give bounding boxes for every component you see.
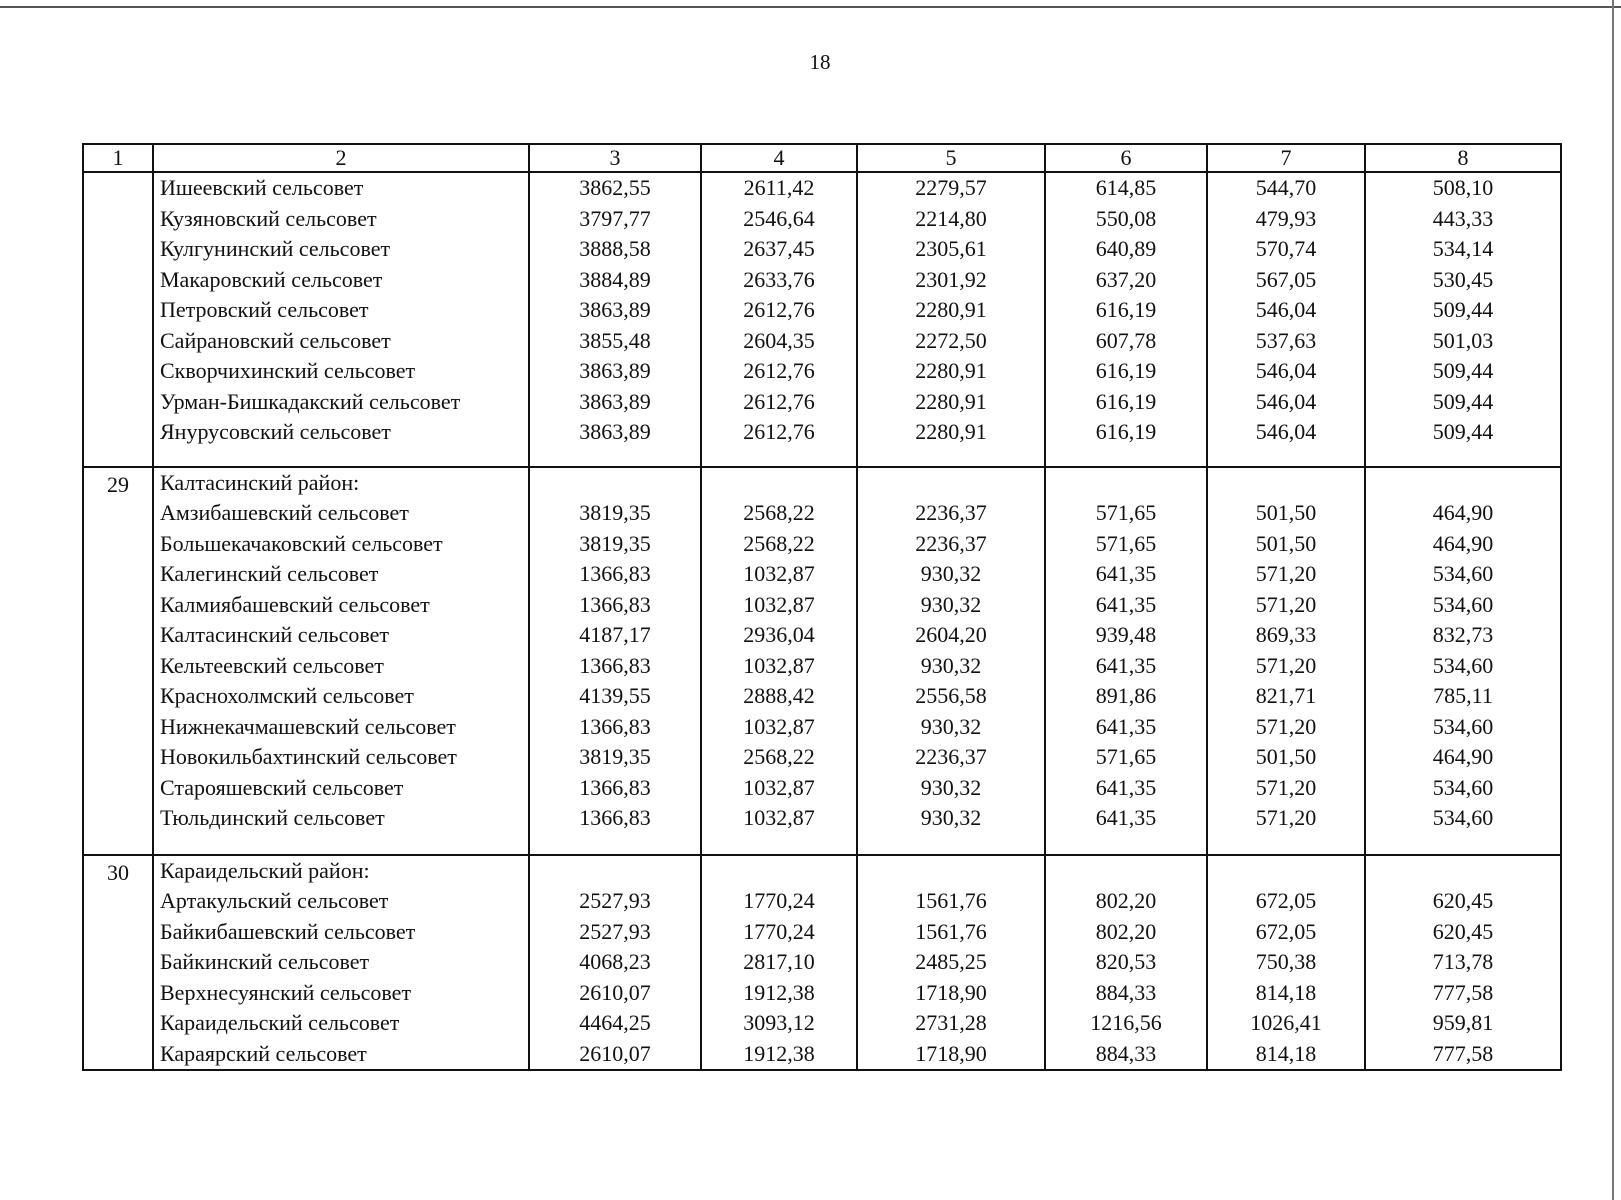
value-column-6 bbox=[1045, 172, 1207, 467]
council-name: Большекачаковский сельсовет bbox=[160, 530, 443, 556]
value-cell: 508,10 bbox=[1432, 175, 1494, 200]
value-cell: 2568,22 bbox=[743, 530, 815, 556]
value-cell: 570,74 bbox=[1255, 236, 1317, 261]
value-cell: 2305,61 bbox=[915, 236, 987, 261]
value-cell: 546,04 bbox=[1255, 388, 1317, 414]
value-cell: 501,50 bbox=[1255, 500, 1317, 525]
value-cell: 3819,35 bbox=[579, 500, 651, 525]
value-cell: 930,32 bbox=[920, 561, 982, 586]
value-cell: 930,32 bbox=[920, 652, 982, 678]
value-cell: 832,73 bbox=[1432, 622, 1494, 647]
value-cell: 884,33 bbox=[1095, 979, 1157, 1005]
header-cell-7: 7 bbox=[1207, 144, 1365, 172]
value-cell: 1561,76 bbox=[915, 888, 987, 913]
council-name: Краснохолмский сельсовет bbox=[160, 683, 414, 708]
value-cell: 2279,57 bbox=[915, 175, 987, 200]
value-cell: 2604,20 bbox=[915, 622, 987, 647]
scan-edge-top bbox=[0, 6, 1621, 8]
value-column-7 bbox=[1207, 172, 1365, 467]
value-cell: 464,90 bbox=[1432, 500, 1494, 525]
heading-spacer bbox=[530, 856, 700, 887]
council-name: Калмиябашевский сельсовет bbox=[160, 591, 430, 617]
value-cell: 2568,22 bbox=[743, 500, 815, 525]
value-cell: 750,38 bbox=[1255, 949, 1317, 974]
heading-spacer bbox=[702, 468, 856, 499]
table-body bbox=[83, 144, 1561, 1070]
value-cell: 571,65 bbox=[1095, 500, 1157, 525]
value-cell: 2280,91 bbox=[915, 388, 987, 414]
council-name: Караярский сельсовет bbox=[160, 1040, 367, 1066]
value-cell: 930,32 bbox=[920, 713, 982, 739]
value-cell: 1032,87 bbox=[743, 774, 815, 800]
header-cell-5: 5 bbox=[857, 144, 1045, 172]
value-cell: 2272,50 bbox=[915, 327, 987, 353]
value-cell: 959,81 bbox=[1432, 1010, 1494, 1035]
value-cell: 571,20 bbox=[1255, 652, 1317, 678]
value-cell: 637,20 bbox=[1095, 266, 1157, 292]
value-cell: 616,19 bbox=[1095, 388, 1157, 414]
value-cell: 2611,42 bbox=[743, 175, 815, 200]
value-cell: 614,85 bbox=[1095, 175, 1157, 200]
heading-spacer bbox=[1208, 856, 1364, 887]
value-cell: 641,35 bbox=[1095, 561, 1157, 586]
value-cell: 3819,35 bbox=[579, 530, 651, 556]
council-name: Калегинский сельсовет bbox=[160, 561, 379, 586]
value-cell: 2612,76 bbox=[743, 419, 815, 444]
value-cell: 672,05 bbox=[1255, 888, 1317, 913]
value-cell: 3863,89 bbox=[579, 358, 651, 383]
value-cell: 2936,04 bbox=[743, 622, 815, 647]
value-cell: 2633,76 bbox=[743, 266, 815, 292]
heading-spacer bbox=[858, 856, 1044, 887]
value-cell: 571,20 bbox=[1255, 805, 1317, 830]
value-column-3 bbox=[529, 172, 701, 467]
value-cell: 534,14 bbox=[1432, 236, 1494, 261]
value-cell: 2568,22 bbox=[743, 744, 815, 769]
value-cell: 534,60 bbox=[1432, 652, 1494, 678]
header-cell-8: 8 bbox=[1365, 144, 1561, 172]
value-cell: 571,65 bbox=[1095, 530, 1157, 556]
value-cell: 620,45 bbox=[1432, 888, 1494, 913]
value-column-6 bbox=[1045, 855, 1207, 1071]
value-cell: 509,44 bbox=[1432, 419, 1494, 444]
council-name: Кузяновский сельсовет bbox=[160, 205, 377, 231]
value-cell: 620,45 bbox=[1432, 918, 1494, 944]
header-row bbox=[83, 144, 1561, 172]
value-cell: 2236,37 bbox=[915, 744, 987, 769]
value-cell: 713,78 bbox=[1432, 949, 1494, 974]
value-cell: 534,60 bbox=[1432, 591, 1494, 617]
value-cell: 2612,76 bbox=[743, 388, 815, 414]
value-cell: 537,63 bbox=[1255, 327, 1317, 353]
value-column-7 bbox=[1207, 855, 1365, 1071]
value-cell: 1366,83 bbox=[579, 591, 651, 617]
value-cell: 1770,24 bbox=[743, 888, 815, 913]
header-cell-2: 2 bbox=[153, 144, 529, 172]
council-name: Новокильбахтинский сельсовет bbox=[160, 744, 457, 769]
council-name: Тюльдинский сельсовет bbox=[160, 805, 385, 830]
heading-spacer bbox=[1208, 468, 1364, 499]
value-cell: 777,58 bbox=[1432, 979, 1494, 1005]
value-cell: 1718,90 bbox=[915, 979, 987, 1005]
value-cell: 1912,38 bbox=[743, 1040, 815, 1066]
value-cell: 1366,83 bbox=[579, 774, 651, 800]
value-column-5 bbox=[857, 467, 1045, 855]
header-cell-4: 4 bbox=[701, 144, 857, 172]
value-cell: 1561,76 bbox=[915, 918, 987, 944]
value-cell: 1032,87 bbox=[743, 713, 815, 739]
name-column bbox=[153, 855, 529, 1071]
value-cell: 1032,87 bbox=[743, 805, 815, 830]
value-cell: 802,20 bbox=[1095, 888, 1157, 913]
value-cell: 3855,48 bbox=[579, 327, 651, 353]
council-name: Янурусовский сельсовет bbox=[160, 419, 391, 444]
value-cell: 501,03 bbox=[1432, 327, 1494, 353]
value-cell: 640,89 bbox=[1095, 236, 1157, 261]
value-cell: 1366,83 bbox=[579, 805, 651, 830]
council-name: Петровский сельсовет bbox=[160, 297, 369, 322]
value-cell: 4068,23 bbox=[579, 949, 651, 974]
value-cell: 509,44 bbox=[1432, 297, 1494, 322]
value-cell: 785,11 bbox=[1433, 683, 1493, 708]
value-cell: 672,05 bbox=[1255, 918, 1317, 944]
value-cell: 2546,64 bbox=[743, 205, 815, 231]
heading-spacer bbox=[702, 856, 856, 887]
value-cell: 641,35 bbox=[1095, 774, 1157, 800]
council-name: Старояшевский сельсовет bbox=[160, 774, 404, 800]
district-number: 29 bbox=[83, 467, 153, 855]
value-cell: 2604,35 bbox=[743, 327, 815, 353]
value-cell: 869,33 bbox=[1255, 622, 1317, 647]
value-cell: 3888,58 bbox=[579, 236, 651, 261]
value-cell: 2556,58 bbox=[915, 683, 987, 708]
value-cell: 2280,91 bbox=[915, 419, 987, 444]
value-cell: 534,60 bbox=[1432, 774, 1494, 800]
value-cell: 1032,87 bbox=[743, 591, 815, 617]
value-cell: 641,35 bbox=[1095, 713, 1157, 739]
value-cell: 4464,25 bbox=[579, 1010, 651, 1035]
value-cell: 1032,87 bbox=[743, 561, 815, 586]
value-column-6 bbox=[1045, 467, 1207, 855]
value-cell: 820,53 bbox=[1095, 949, 1157, 974]
value-cell: 530,45 bbox=[1432, 266, 1494, 292]
council-name: Ишеевский сельсовет bbox=[160, 175, 364, 200]
value-cell: 641,35 bbox=[1095, 652, 1157, 678]
council-name: Нижнекачмашевский сельсовет bbox=[160, 713, 456, 739]
value-cell: 571,65 bbox=[1095, 744, 1157, 769]
value-cell: 2817,10 bbox=[743, 949, 815, 974]
council-name: Артакульский сельсовет bbox=[160, 888, 389, 913]
value-cell: 2612,76 bbox=[743, 358, 815, 383]
value-cell: 544,70 bbox=[1255, 175, 1317, 200]
value-cell: 3863,89 bbox=[579, 388, 651, 414]
value-cell: 571,20 bbox=[1255, 713, 1317, 739]
value-cell: 546,04 bbox=[1255, 297, 1317, 322]
council-name: Байкибашевский сельсовет bbox=[160, 918, 416, 944]
value-cell: 2527,93 bbox=[579, 918, 651, 944]
council-name: Кулгунинский сельсовет bbox=[160, 236, 391, 261]
value-cell: 2731,28 bbox=[915, 1010, 987, 1035]
value-cell: 534,60 bbox=[1432, 561, 1494, 586]
value-cell: 2527,93 bbox=[579, 888, 651, 913]
header-cell-3: 3 bbox=[529, 144, 701, 172]
value-cell: 571,20 bbox=[1255, 561, 1317, 586]
value-cell: 501,50 bbox=[1255, 530, 1317, 556]
value-column-3 bbox=[529, 855, 701, 1071]
value-cell: 4187,17 bbox=[579, 622, 651, 647]
heading-spacer bbox=[1046, 856, 1206, 887]
heading-spacer bbox=[1366, 856, 1560, 887]
value-cell: 3093,12 bbox=[743, 1010, 815, 1035]
value-column-4 bbox=[701, 467, 857, 855]
value-cell: 3863,89 bbox=[579, 297, 651, 322]
value-cell: 814,18 bbox=[1255, 979, 1317, 1005]
value-cell: 546,04 bbox=[1255, 358, 1317, 383]
value-cell: 777,58 bbox=[1432, 1040, 1494, 1066]
value-cell: 930,32 bbox=[920, 774, 982, 800]
value-cell: 1770,24 bbox=[743, 918, 815, 944]
name-column bbox=[153, 467, 529, 855]
data-table bbox=[82, 143, 1562, 1071]
value-cell: 1366,83 bbox=[579, 713, 651, 739]
value-cell: 2214,80 bbox=[915, 205, 987, 231]
value-cell: 2280,91 bbox=[915, 358, 987, 383]
value-cell: 616,19 bbox=[1095, 358, 1157, 383]
value-cell: 2610,07 bbox=[579, 1040, 651, 1066]
heading-spacer bbox=[530, 468, 700, 499]
district-heading: Калтасинский район: bbox=[160, 469, 360, 495]
value-cell: 571,20 bbox=[1255, 774, 1317, 800]
value-cell: 641,35 bbox=[1095, 591, 1157, 617]
district-group bbox=[83, 467, 1561, 855]
header-cell-1: 1 bbox=[83, 144, 153, 172]
value-cell: 616,19 bbox=[1095, 297, 1157, 322]
value-cell: 4139,55 bbox=[579, 683, 651, 708]
value-cell: 3862,55 bbox=[579, 175, 651, 200]
value-cell: 1366,83 bbox=[579, 561, 651, 586]
value-cell: 607,78 bbox=[1095, 327, 1157, 353]
value-cell: 464,90 bbox=[1432, 744, 1494, 769]
value-cell: 930,32 bbox=[920, 805, 982, 830]
heading-spacer bbox=[1046, 468, 1206, 499]
value-cell: 479,93 bbox=[1255, 205, 1317, 231]
value-cell: 930,32 bbox=[920, 591, 982, 617]
district-number: 30 bbox=[83, 855, 153, 1071]
value-column-8 bbox=[1365, 855, 1561, 1071]
heading-spacer bbox=[858, 468, 1044, 499]
council-name: Байкинский сельсовет bbox=[160, 949, 370, 974]
value-column-4 bbox=[701, 855, 857, 1071]
council-name: Амзибашевский сельсовет bbox=[160, 500, 409, 525]
district-group bbox=[83, 172, 1561, 467]
value-column-5 bbox=[857, 855, 1045, 1071]
value-cell: 1032,87 bbox=[743, 652, 815, 678]
value-cell: 534,60 bbox=[1432, 805, 1494, 830]
value-cell: 2612,76 bbox=[743, 297, 815, 322]
value-cell: 616,19 bbox=[1095, 419, 1157, 444]
value-cell: 1216,56 bbox=[1090, 1010, 1162, 1035]
council-name: Урман-Бишкадакский сельсовет bbox=[160, 388, 461, 414]
value-cell: 3884,89 bbox=[579, 266, 651, 292]
value-cell: 464,90 bbox=[1432, 530, 1494, 556]
council-name: Калтасинский сельсовет bbox=[160, 622, 389, 647]
value-cell: 884,33 bbox=[1095, 1040, 1157, 1066]
council-name: Верхнесуянский сельсовет bbox=[160, 979, 412, 1005]
value-cell: 3797,77 bbox=[579, 205, 651, 231]
council-name: Кельтеевский сельсовет bbox=[160, 652, 384, 678]
heading-spacer bbox=[1366, 468, 1560, 499]
value-cell: 509,44 bbox=[1432, 388, 1494, 414]
value-cell: 546,04 bbox=[1255, 419, 1317, 444]
council-name: Скворчихинский сельсовет bbox=[160, 358, 416, 383]
header-cell-6: 6 bbox=[1045, 144, 1207, 172]
value-cell: 501,50 bbox=[1255, 744, 1317, 769]
value-cell: 2301,92 bbox=[915, 266, 987, 292]
value-cell: 1912,38 bbox=[743, 979, 815, 1005]
value-column-4 bbox=[701, 172, 857, 467]
name-column bbox=[153, 172, 529, 467]
value-cell: 2610,07 bbox=[579, 979, 651, 1005]
value-cell: 821,71 bbox=[1255, 683, 1317, 708]
value-cell: 1026,41 bbox=[1250, 1010, 1322, 1035]
value-column-5 bbox=[857, 172, 1045, 467]
district-heading: Караидельский район: bbox=[160, 857, 370, 883]
value-column-3 bbox=[529, 467, 701, 855]
value-cell: 1366,83 bbox=[579, 652, 651, 678]
value-cell: 443,33 bbox=[1432, 205, 1494, 231]
council-name: Караидельский сельсовет bbox=[160, 1010, 400, 1035]
district-number bbox=[83, 172, 153, 467]
value-cell: 939,48 bbox=[1095, 622, 1157, 647]
value-cell: 802,20 bbox=[1095, 918, 1157, 944]
value-column-7 bbox=[1207, 467, 1365, 855]
value-cell: 509,44 bbox=[1432, 358, 1494, 383]
value-cell: 2888,42 bbox=[743, 683, 815, 708]
value-cell: 3863,89 bbox=[579, 419, 651, 444]
page-number: 18 bbox=[809, 50, 831, 74]
value-column-8 bbox=[1365, 172, 1561, 467]
value-cell: 641,35 bbox=[1095, 805, 1157, 830]
council-name: Сайрановский сельсовет bbox=[160, 327, 391, 353]
value-cell: 2236,37 bbox=[915, 530, 987, 556]
value-cell: 567,05 bbox=[1255, 266, 1317, 292]
scan-edge-right bbox=[1612, 0, 1614, 1200]
value-cell: 891,86 bbox=[1095, 683, 1157, 708]
council-name: Макаровский сельсовет bbox=[160, 266, 383, 292]
value-cell: 2637,45 bbox=[743, 236, 815, 261]
value-cell: 571,20 bbox=[1255, 591, 1317, 617]
value-column-8 bbox=[1365, 467, 1561, 855]
value-cell: 2485,25 bbox=[915, 949, 987, 974]
value-cell: 2236,37 bbox=[915, 500, 987, 525]
value-cell: 814,18 bbox=[1255, 1040, 1317, 1066]
value-cell: 550,08 bbox=[1095, 205, 1157, 231]
value-cell: 534,60 bbox=[1432, 713, 1494, 739]
value-cell: 2280,91 bbox=[915, 297, 987, 322]
value-cell: 1718,90 bbox=[915, 1040, 987, 1066]
district-group bbox=[83, 855, 1561, 1071]
value-cell: 3819,35 bbox=[579, 744, 651, 769]
